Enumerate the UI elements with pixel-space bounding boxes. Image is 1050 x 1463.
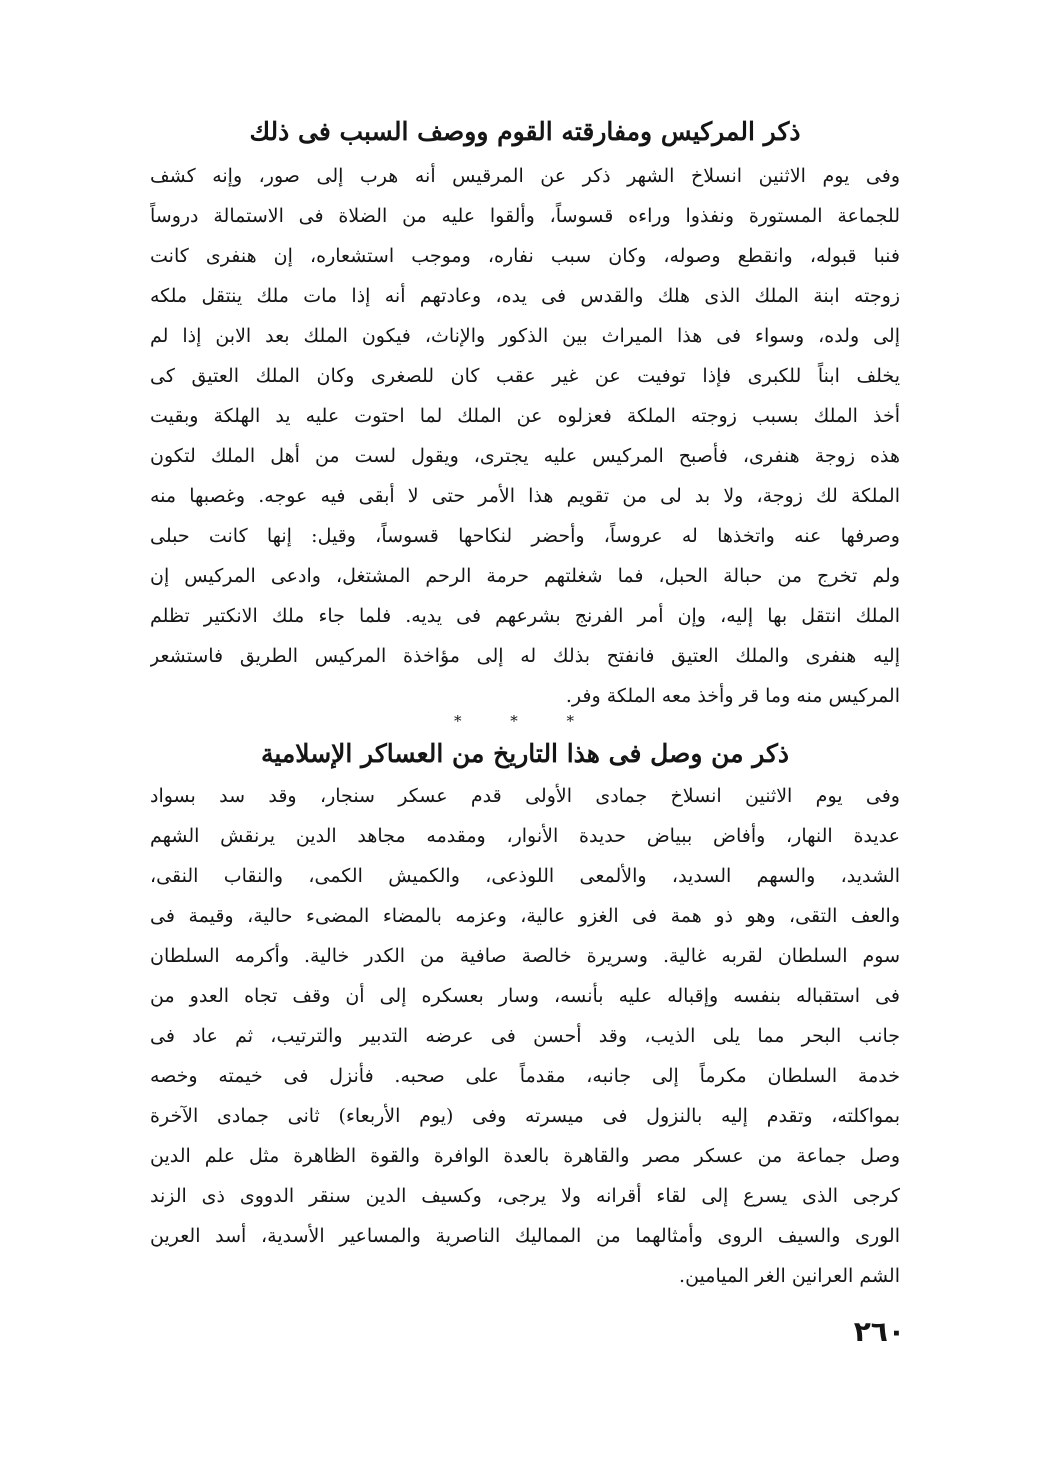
text-line: الورى والسيف الروى وأمثالهما من المماليك الناصرية والمساعير الأسدية، أسد العرين [150,1225,900,1247]
text-line: الملك انتقل بها إليه، وإن أمر الفرنج بشرعهم فى يديه. فلما جاء ملك الانكتير تظلم [150,605,900,627]
text-line: الملكة لك زوجة، ولا بد لى من تقويم هذا الأمر حتى لا أبقى فيه عوجه. وغصبها منه [150,485,900,507]
text-line: الشم العرانين الغر الميامين. [679,1265,900,1287]
text-line: وصرفها عنه واتخذها له عروساً، وأحضر لنكاحها قسوساً، وقيل: إنها كانت حبلى [150,525,900,547]
text-line: ولم تخرج من حبالة الحبل، فما شغلتهم حرمة الرحم المشتغل، وادعى المركيس إن [150,565,900,587]
text-line: وفى يوم الاثنين انسلاخ جمادى الأولى قدم عسكر سنجار، وقد سد بسواد [150,785,900,807]
text-line: عديدة النهار، وأفاض ببياض حديدة الأنوار، ومقدمه مجاهد الدين يرنقش الشهم [150,825,900,847]
text-line: كرجى الذى يسرع إلى لقاء أقرانه ولا يرجى، وكسيف الدين سنقر الدووى ذى الزند [150,1185,900,1207]
text-line: الشديد، والسهم السديد، والألمعى اللوذعى، والكميش الكمى، والنقاب النقى، [150,865,900,887]
section-heading-armies: ذكر من وصل فى هذا التاريخ من العساكر الإسلامية [260,739,790,768]
section-separator: * * * [453,712,597,730]
text-line: أخذ الملك بسبب زوجته الملكة فعزلوه عن الملك لما احتوت عليه يد الهلكة وبقيت [150,405,900,427]
text-line: إليه هنفرى والملك العتيق فانفتح بذلك له إلى مؤاخذة المركيس الطريق فاستشعر [150,645,900,667]
text-line: المركيس منه وما قر وأخذ معه الملكة وفر. [565,685,900,707]
text-line: خدمة السلطان مكرماً إلى جانبه، مقدماً على صحبه. فأنزل فى خيمته وخصه [150,1065,900,1087]
text-line: يخلف ابناً للكبرى فإذا توفيت عن غير عقب كان للصغرى وكان الملك العتيق كى [150,365,900,387]
text-line: إلى ولده، وسواء فى هذا الميراث بين الذكور والإناث، فيكون الملك بعد الابن إذا لم [150,325,900,347]
text-line: هذه زوجة هنفرى، فأصبح المركيس عليه يجترى، ويقول لست من أهل الملك لتكون [150,445,900,467]
text-line: والعف التقى، وهو ذو همة فى الغزو عالية، وعزمه بالمضاء المضىء حالية، وقيمة فى [150,905,900,927]
text-line: فنبا قبوله، وانقطع وصوله، وكان سبب نفاره، وموجب استشعاره، إن هنفرى كانت [150,245,900,267]
page-number: ٢٦٠ [853,1315,905,1348]
text-line: وصل جماعة من عسكر مصر والقاهرة بالعدة الوافرة والقوة الظاهرة مثل علم الدين [150,1145,900,1167]
text-line: فى استقباله بنفسه وإقباله عليه بأنسه، وسار بعسكره إلى أن وقف تجاه العدو من [150,985,900,1007]
text-line: زوجته ابنة الملك الذى هلك والقدس فى يده، وعادتهم أنه إذا مات ملك ينتقل ملكه [150,285,900,307]
text-line: وفى يوم الاثنين انسلاخ الشهر ذكر عن المرقيس أنه هرب إلى صور، وإنه كشف [150,165,900,187]
text-line: جانب البحر مما يلى الذيب، وقد أحسن فى عرضه التدبير والترتيب، ثم عاد فى [150,1025,900,1047]
text-line: للجماعة المستورة ونفذوا وراءه قسوساً، وألقوا عليه من الضلاة فى الاستمالة دروساً [150,205,900,227]
text-line: بمواكلته، وتقدم إليه بالنزول فى ميسرته وفى (يوم الأربعاء) ثانى جمادى الآخرة [150,1105,900,1127]
paragraph-markis [150,156,900,716]
section-heading-markis: ذكر المركيس ومفارقته القوم ووصف السبب فى ذلك [249,117,801,146]
paragraph-armies [150,776,900,1296]
text-line: سوم السلطان لقربه غالية. وسريرة خالصة صافية من الكدر خالية. وأكرمه السلطان [150,945,900,967]
